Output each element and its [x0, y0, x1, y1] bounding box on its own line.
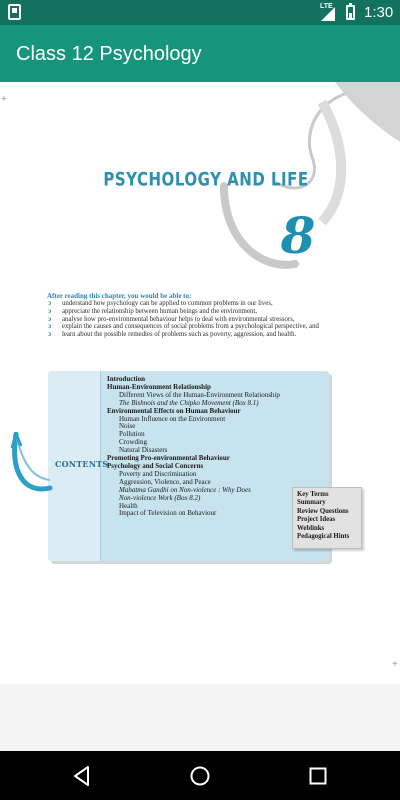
toc-item[interactable]: Introduction	[107, 375, 145, 383]
toc-item[interactable]: Noise	[119, 422, 136, 431]
list-item: ↄ appreciate the relationship between human beings and the environment,	[48, 306, 257, 315]
toc-item[interactable]: Mahatma Gandhi on Non-violence : Why Does	[119, 485, 251, 494]
toc-item[interactable]: Poverty and Discrimination	[119, 469, 197, 478]
contents-label: CONTENTS	[55, 459, 109, 469]
toc-item[interactable]: The Bishnois and the Chipko Movement (Box 8.1)	[119, 398, 259, 407]
toc-item[interactable]: Impact of Television on Behaviour	[119, 509, 217, 518]
toc-item[interactable]: Natural Disasters	[119, 446, 168, 455]
document-page[interactable]	[0, 82, 400, 684]
status-bar	[0, 0, 400, 25]
bullet-check-icon: ↄ	[48, 314, 52, 323]
toc-item[interactable]: Human Influence on the Environment	[119, 414, 226, 423]
objectives-list	[47, 300, 367, 339]
toc-item[interactable]: Human-Environment Relationship	[107, 382, 211, 391]
toc-item[interactable]: Aggression, Violence, and Peace	[119, 477, 211, 486]
app-bar	[0, 25, 400, 82]
extras-item: Review Questions	[297, 507, 349, 515]
viewer-background	[0, 684, 400, 751]
bullet-check-icon: ↄ	[48, 299, 52, 307]
status-time: 1:30	[364, 4, 394, 21]
curved-arrow-icon	[10, 432, 60, 502]
toc-item[interactable]: Crowding	[119, 438, 147, 447]
signal-icon	[321, 7, 335, 21]
crop-mark-icon: +	[1, 94, 7, 105]
extras-item: Weblinks	[297, 524, 325, 532]
extras-item: Pedagogical Hints	[297, 533, 350, 541]
table-of-contents	[107, 376, 322, 518]
list-item: ↄ explain the causes and consequences of social problems from a psychological perspective, and	[48, 322, 319, 331]
toc-item[interactable]: Different Views of the Human-Environment Relationship	[119, 390, 280, 399]
extras-item: Summary	[297, 499, 326, 507]
bullet-check-icon: ↄ	[48, 330, 52, 339]
toc-item[interactable]: Non-violence Work (Box 8.2)	[119, 493, 201, 502]
list-item: ↄ understand how psychology can be applied to common problems in our lives,	[48, 299, 273, 307]
chapter-number: 8	[280, 206, 316, 265]
chapter-extras-box	[292, 487, 362, 549]
list-item: ↄ learn about the possible remedies of problems such as poverty, aggression, and health.	[48, 330, 297, 339]
toc-item[interactable]: Environmental Effects on Human Behaviour	[107, 406, 241, 415]
navigation-bar	[0, 751, 400, 800]
home-icon[interactable]	[188, 764, 212, 788]
toc-item[interactable]: Pollution	[119, 430, 145, 439]
objectives-heading: After reading this chapter, you would be able to:	[47, 292, 192, 300]
battery-icon	[346, 5, 355, 20]
chapter-title: PSYCHOLOGY AND LIFE	[103, 167, 309, 191]
network-type-label: LTE	[320, 3, 333, 10]
toc-item[interactable]: Psychology and Social Concerns	[107, 461, 204, 470]
crop-mark-icon: +	[392, 659, 398, 670]
toc-item[interactable]: Health	[119, 501, 138, 510]
recents-icon[interactable]	[306, 764, 330, 788]
bullet-check-icon: ↄ	[48, 306, 52, 315]
list-item: ↄ analyse how pro-environmental behaviour helps to deal with environmental stressors,	[48, 314, 295, 323]
bullet-check-icon: ↄ	[48, 322, 52, 331]
back-icon[interactable]	[70, 764, 94, 788]
app-title: Class 12 Psychology	[16, 43, 202, 65]
toc-item[interactable]: Promoting Pro-environmental Behaviour	[107, 454, 230, 463]
extras-item: Project Ideas	[297, 516, 336, 524]
extras-item: Key Terms	[297, 491, 329, 498]
notification-icon	[8, 4, 21, 20]
